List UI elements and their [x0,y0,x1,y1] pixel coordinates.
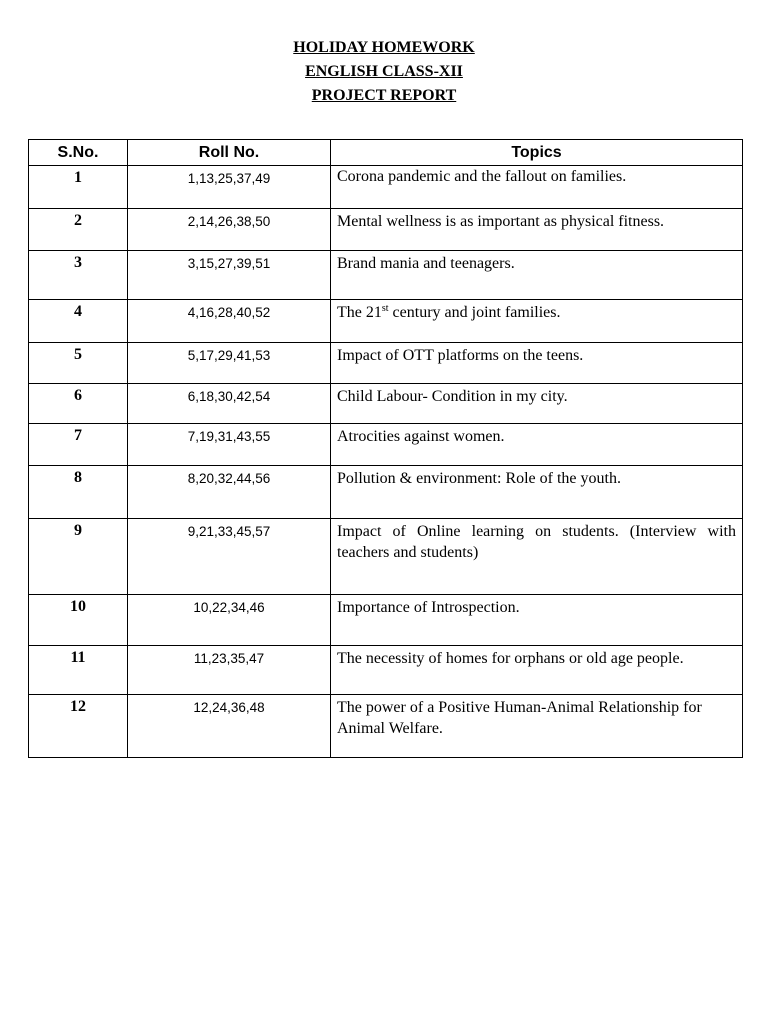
roll-numbers: 7,19,31,43,55 [128,424,331,466]
table-row [29,519,743,595]
topic-text: Corona pandemic and the fallout on families. [331,166,743,209]
roll-numbers: 12,24,36,48 [128,695,331,758]
topic-text: Impact of Online learning on students. (Interview with teachers and students) [331,519,743,595]
topic-text: The necessity of homes for orphans or old age people. [331,646,743,695]
serial-number: 4 [29,300,128,343]
table-row [29,209,743,251]
roll-numbers: 5,17,29,41,53 [128,343,331,384]
table-header-row [29,140,743,166]
topic-text-part: The 21 [337,304,382,321]
table-row [29,646,743,695]
table-row [29,300,743,343]
column-header-sno: S.No. [29,140,128,166]
serial-number: 6 [29,384,128,424]
table-row [29,595,743,646]
table-row [29,251,743,300]
roll-numbers: 11,23,35,47 [128,646,331,695]
serial-number: 2 [29,209,128,251]
roll-numbers: 3,15,27,39,51 [128,251,331,300]
topics-table [28,139,743,758]
roll-numbers: 10,22,34,46 [128,595,331,646]
roll-numbers: 6,18,30,42,54 [128,384,331,424]
topic-text: Child Labour- Condition in my city. [331,384,743,424]
table-row [29,466,743,519]
roll-numbers: 1,13,25,37,49 [128,166,331,209]
serial-number: 9 [29,519,128,595]
serial-number: 1 [29,166,128,209]
roll-numbers: 2,14,26,38,50 [128,209,331,251]
topic-text: The power of a Positive Human-Animal Relationship for Animal Welfare. [331,695,743,758]
serial-number: 12 [29,695,128,758]
header-class: ENGLISH CLASS-XII [305,63,463,80]
topic-text: Importance of Introspection. [331,595,743,646]
table-row [29,695,743,758]
topic-text [331,300,743,343]
serial-number: 5 [29,343,128,384]
serial-number: 7 [29,424,128,466]
roll-numbers: 4,16,28,40,52 [128,300,331,343]
roll-numbers: 9,21,33,45,57 [128,519,331,595]
topic-text: Mental wellness is as important as physical fitness. [331,209,743,251]
topic-text: Brand mania and teenagers. [331,251,743,300]
serial-number: 11 [29,646,128,695]
header-title: HOLIDAY HOMEWORK [293,39,475,56]
table-row [29,343,743,384]
column-header-roll: Roll No. [128,140,331,166]
document-header [0,36,768,108]
column-header-topics: Topics [331,140,743,166]
table-row [29,166,743,209]
topic-text: Impact of OTT platforms on the teens. [331,343,743,384]
topic-text: Pollution & environment: Role of the youth. [331,466,743,519]
serial-number: 3 [29,251,128,300]
table-row [29,384,743,424]
header-subtitle: PROJECT REPORT [311,87,457,104]
topic-text-part: century and joint families. [388,304,561,321]
table-row [29,424,743,466]
roll-numbers: 8,20,32,44,56 [128,466,331,519]
ordinal-suffix: st [381,303,389,314]
serial-number: 8 [29,466,128,519]
topic-text: Atrocities against women. [331,424,743,466]
serial-number: 10 [29,595,128,646]
